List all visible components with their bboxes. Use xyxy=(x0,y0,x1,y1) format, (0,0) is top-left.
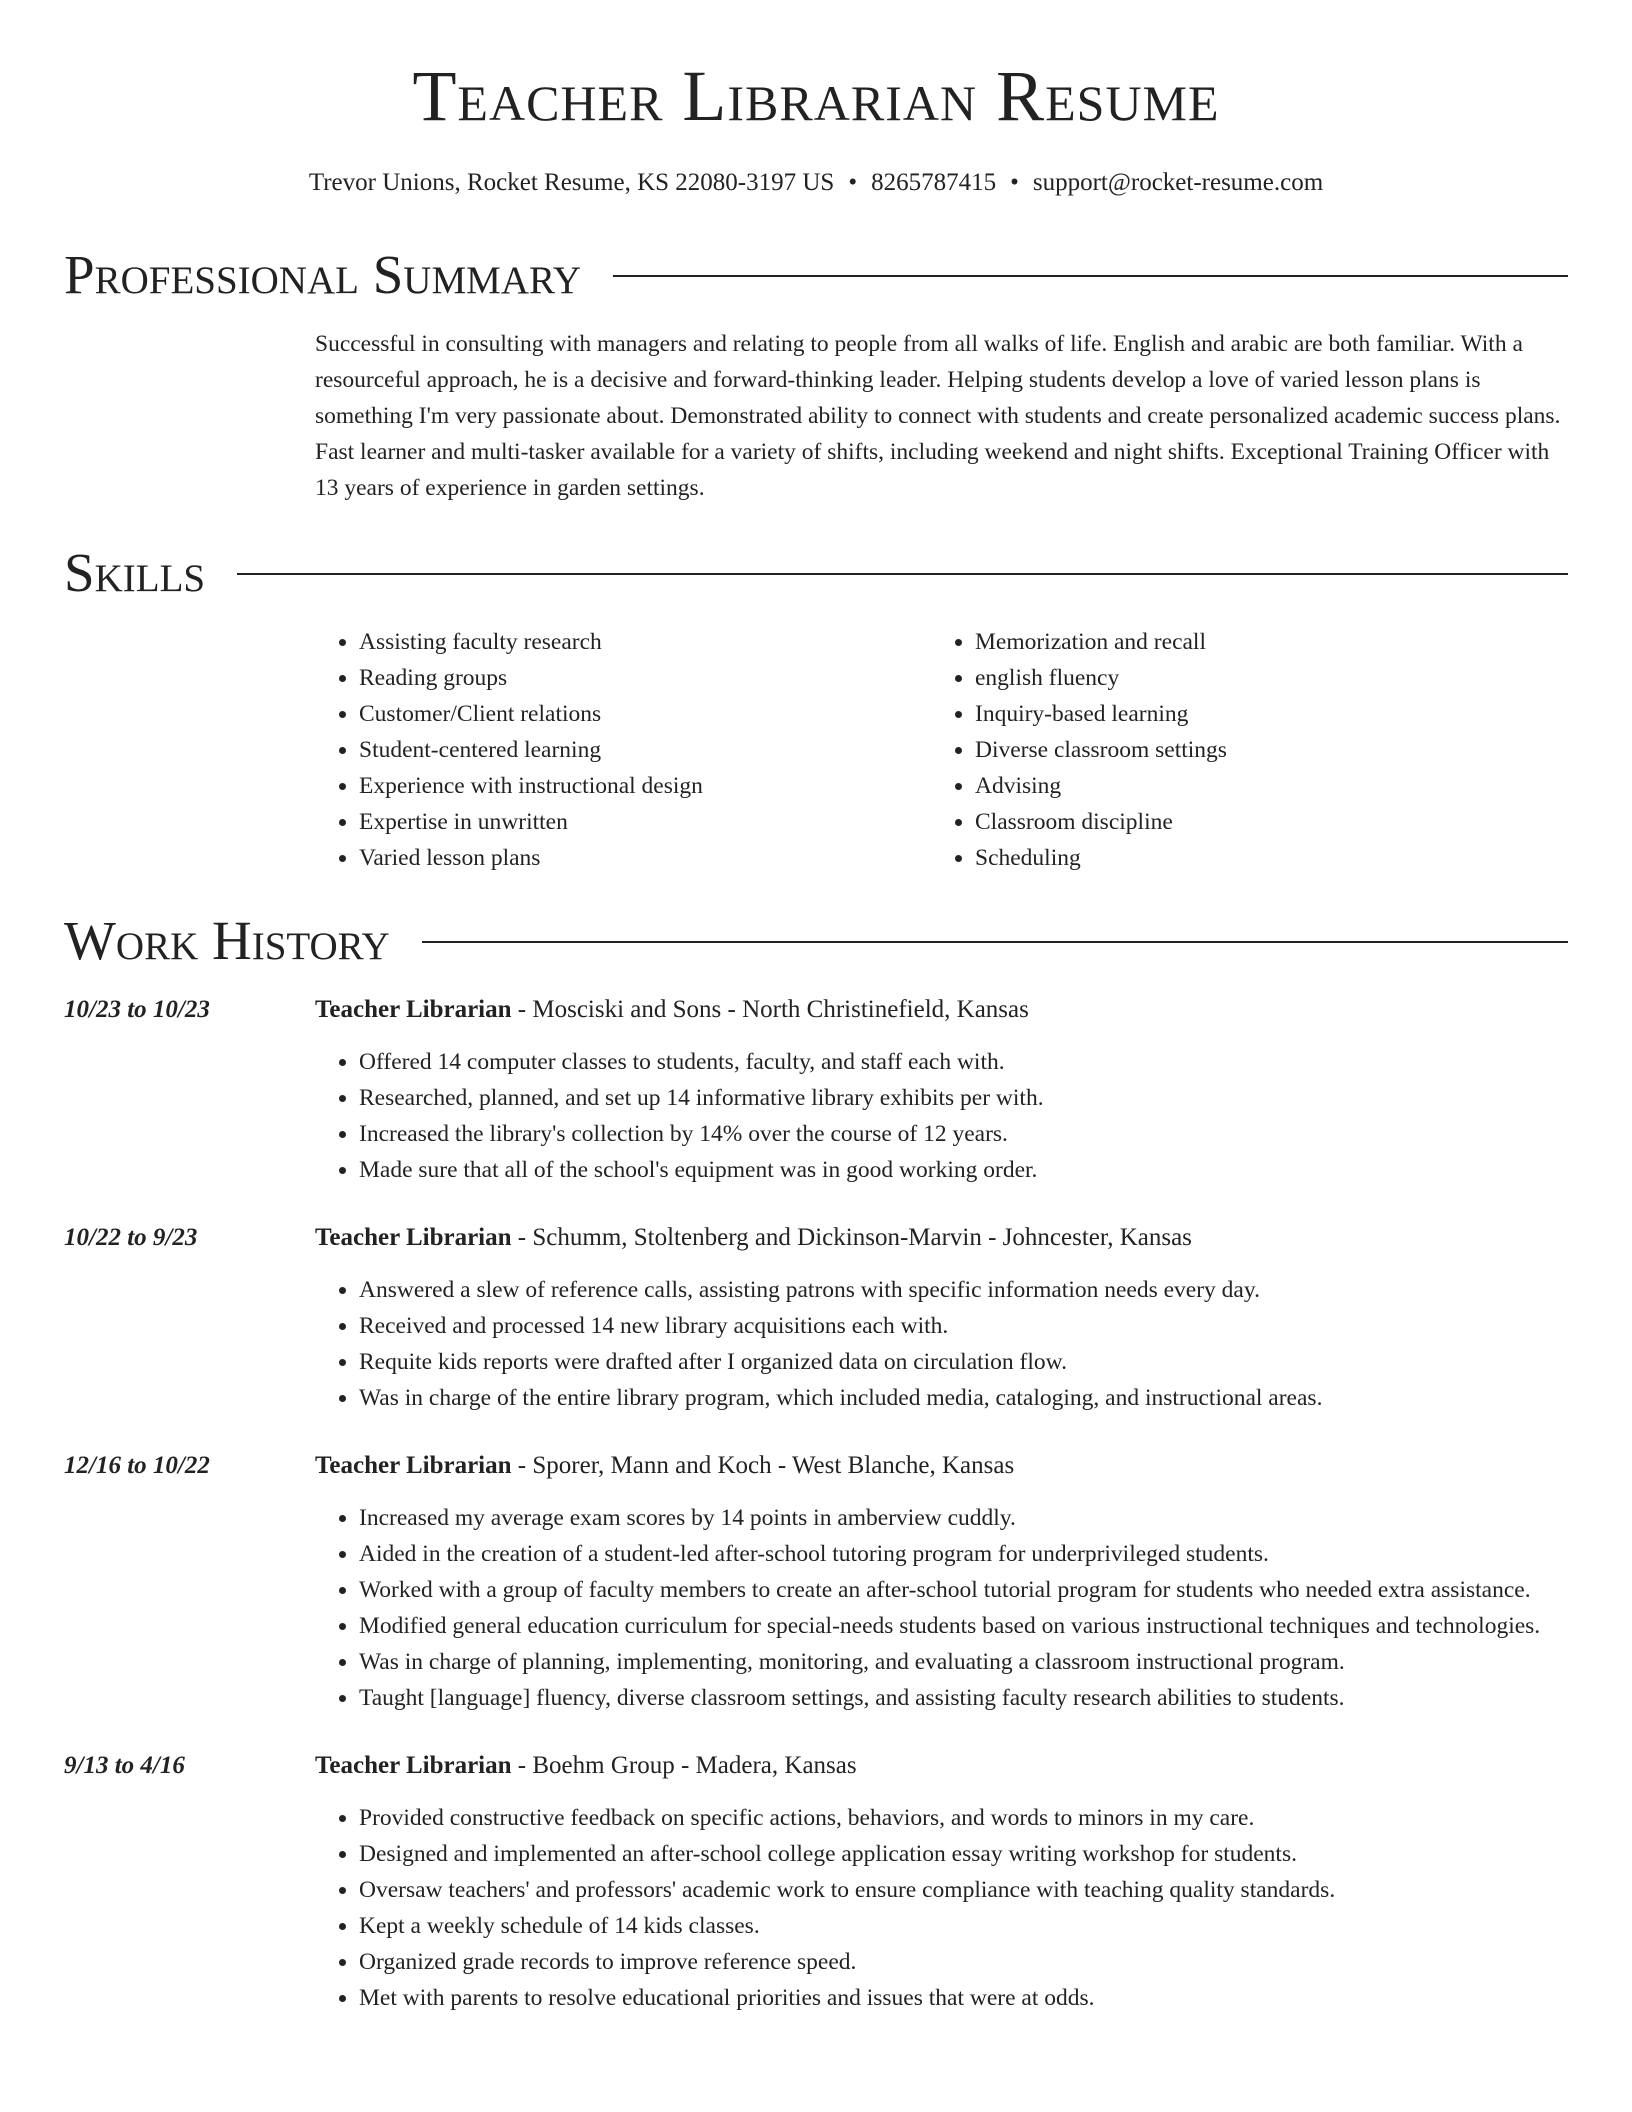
skills-heading: Skills xyxy=(64,541,206,603)
job-bullet: • Taught [language] fluency, diverse classroom settings, and assisting faculty research abilities to students. xyxy=(359,1680,1568,1716)
skills-column-left xyxy=(315,624,931,876)
summary-heading: Professional Summary xyxy=(64,243,582,305)
job-header xyxy=(315,1748,1568,1784)
job-bullet: • Researched, planned, and set up 14 informative library exhibits per with. xyxy=(359,1080,1568,1116)
job-bullets xyxy=(315,1500,1568,1716)
job-title: Teacher Librarian xyxy=(315,996,512,1023)
job-bullet: • Made sure that all of the school's equipment was in good working order. xyxy=(359,1152,1568,1188)
skill-item: • english fluency xyxy=(975,660,1547,696)
job-bullet: • Organized grade records to improve reference speed. xyxy=(359,1944,1568,1980)
contact-address: Trevor Unions, Rocket Resume, KS 22080-3197 US xyxy=(308,169,835,196)
section-header xyxy=(64,910,1568,970)
work-history-section xyxy=(64,910,1568,2016)
skill-item: • Experience with instructional design xyxy=(359,768,931,804)
work-history-heading: Work History xyxy=(64,909,390,971)
section-header xyxy=(64,244,1568,304)
job-header xyxy=(315,1448,1568,1484)
skill-item: • Customer/Client relations xyxy=(359,696,931,732)
job-dates: 12/16 to 10/22 xyxy=(64,1452,210,1479)
summary-body xyxy=(315,326,1568,506)
skill-item: • Memorization and recall xyxy=(975,624,1547,660)
skill-item: • Expertise in unwritten xyxy=(359,804,931,840)
job-dates: 10/23 to 10/23 xyxy=(64,996,210,1023)
job-title: Teacher Librarian xyxy=(315,1452,512,1479)
job-company: - Mosciski and Sons - North Christinefield, Kansas xyxy=(511,996,1029,1023)
resume-title: Teacher Librarian Resume xyxy=(412,56,1220,136)
job-bullet: • Met with parents to resolve educational priorities and issues that were at odds. xyxy=(359,1980,1568,2016)
skill-item: • Varied lesson plans xyxy=(359,840,931,876)
job-bullet: • Answered a slew of reference calls, assisting patrons with specific information needs every day. xyxy=(359,1272,1568,1308)
skills-column-right xyxy=(931,624,1547,876)
summary-text: Successful in consulting with managers and relating to people from all walks of life. English and arabic are both familiar. With a resourceful approach, he is a decisive and forward-thinking leader. Helping students develop a love of varied lesson plans is something I'm very passionate about. Demonstrated ability to connect with students and create personalized academic success plans. Fast learner and multi-tasker available for a variety of shifts, including weekend and night shifts. Exceptional Training Officer with 13 years of experience in garden settings. xyxy=(315,331,1561,501)
job-bullet: • Aided in the creation of a student-led after-school tutoring program for underprivileged students. xyxy=(359,1536,1568,1572)
job-bullet: • Increased my average exam scores by 14 points in amberview cuddly. xyxy=(359,1500,1568,1536)
skill-item: • Inquiry-based learning xyxy=(975,696,1547,732)
contact-email: support@rocket-resume.com xyxy=(1032,169,1324,196)
job-bullet: • Requite kids reports were drafted after I organized data on circulation flow. xyxy=(359,1344,1568,1380)
job-details xyxy=(315,1448,1568,1716)
skill-item: • Advising xyxy=(975,768,1547,804)
job-bullets xyxy=(315,1272,1568,1416)
job-bullets xyxy=(315,1044,1568,1188)
job-dates: 9/13 to 4/16 xyxy=(64,1752,185,1779)
skills-section xyxy=(64,542,1568,876)
job-bullet: • Increased the library's collection by 14% over the course of 12 years. xyxy=(359,1116,1568,1152)
contact-separator: • xyxy=(848,169,858,196)
section-header xyxy=(64,542,1568,602)
job-title: Teacher Librarian xyxy=(315,1752,512,1779)
job-bullet: • Oversaw teachers' and professors' academic work to ensure compliance with teaching quality standards. xyxy=(359,1872,1568,1908)
job-entry xyxy=(64,1220,1568,1416)
contact-phone: 8265787415 xyxy=(871,169,997,196)
job-details xyxy=(315,1220,1568,1416)
job-company: - Schumm, Stoltenberg and Dickinson-Marvin - Johncester, Kansas xyxy=(511,1224,1192,1251)
job-entry xyxy=(64,992,1568,1188)
job-entry xyxy=(64,1448,1568,1716)
contact-line xyxy=(64,168,1568,198)
skill-item: • Assisting faculty research xyxy=(359,624,931,660)
skills-list xyxy=(315,624,1568,876)
summary-section xyxy=(64,244,1568,506)
job-details xyxy=(315,1748,1568,2016)
job-bullet: • Modified general education curriculum for special-needs students based on various instructional techniques and technologies. xyxy=(359,1608,1568,1644)
job-details xyxy=(315,992,1568,1188)
job-bullet: • Received and processed 14 new library acquisitions each with. xyxy=(359,1308,1568,1344)
skill-item: • Scheduling xyxy=(975,840,1547,876)
job-header xyxy=(315,1220,1568,1256)
section-divider xyxy=(237,573,1568,575)
job-title: Teacher Librarian xyxy=(315,1224,512,1251)
job-bullet: • Was in charge of the entire library program, which included media, cataloging, and instructional areas. xyxy=(359,1380,1568,1416)
job-entry xyxy=(64,1748,1568,2016)
skill-item: • Diverse classroom settings xyxy=(975,732,1547,768)
work-history-body xyxy=(64,992,1568,2016)
section-divider xyxy=(613,275,1568,277)
job-company: - Boehm Group - Madera, Kansas xyxy=(511,1752,857,1779)
job-bullet: • Provided constructive feedback on specific actions, behaviors, and words to minors in my care. xyxy=(359,1800,1568,1836)
skill-item: • Classroom discipline xyxy=(975,804,1547,840)
job-bullet: • Worked with a group of faculty members to create an after-school tutorial program for students who needed extra assistance. xyxy=(359,1572,1568,1608)
skill-item: • Student-centered learning xyxy=(359,732,931,768)
skill-item: • Reading groups xyxy=(359,660,931,696)
job-bullet: • Was in charge of planning, implementing, monitoring, and evaluating a classroom instructional program. xyxy=(359,1644,1568,1680)
contact-separator: • xyxy=(1010,169,1019,196)
job-company: - Sporer, Mann and Koch - West Blanche, Kansas xyxy=(511,1452,1015,1479)
job-bullet: • Kept a weekly schedule of 14 kids classes. xyxy=(359,1908,1568,1944)
job-bullet: • Designed and implemented an after-school college application essay writing workshop for students. xyxy=(359,1836,1568,1872)
job-bullets xyxy=(315,1800,1568,2016)
section-divider xyxy=(422,941,1568,943)
job-dates: 10/22 to 9/23 xyxy=(64,1224,198,1251)
job-bullet: • Offered 14 computer classes to students, faculty, and staff each with. xyxy=(359,1044,1568,1080)
job-header xyxy=(315,992,1568,1028)
